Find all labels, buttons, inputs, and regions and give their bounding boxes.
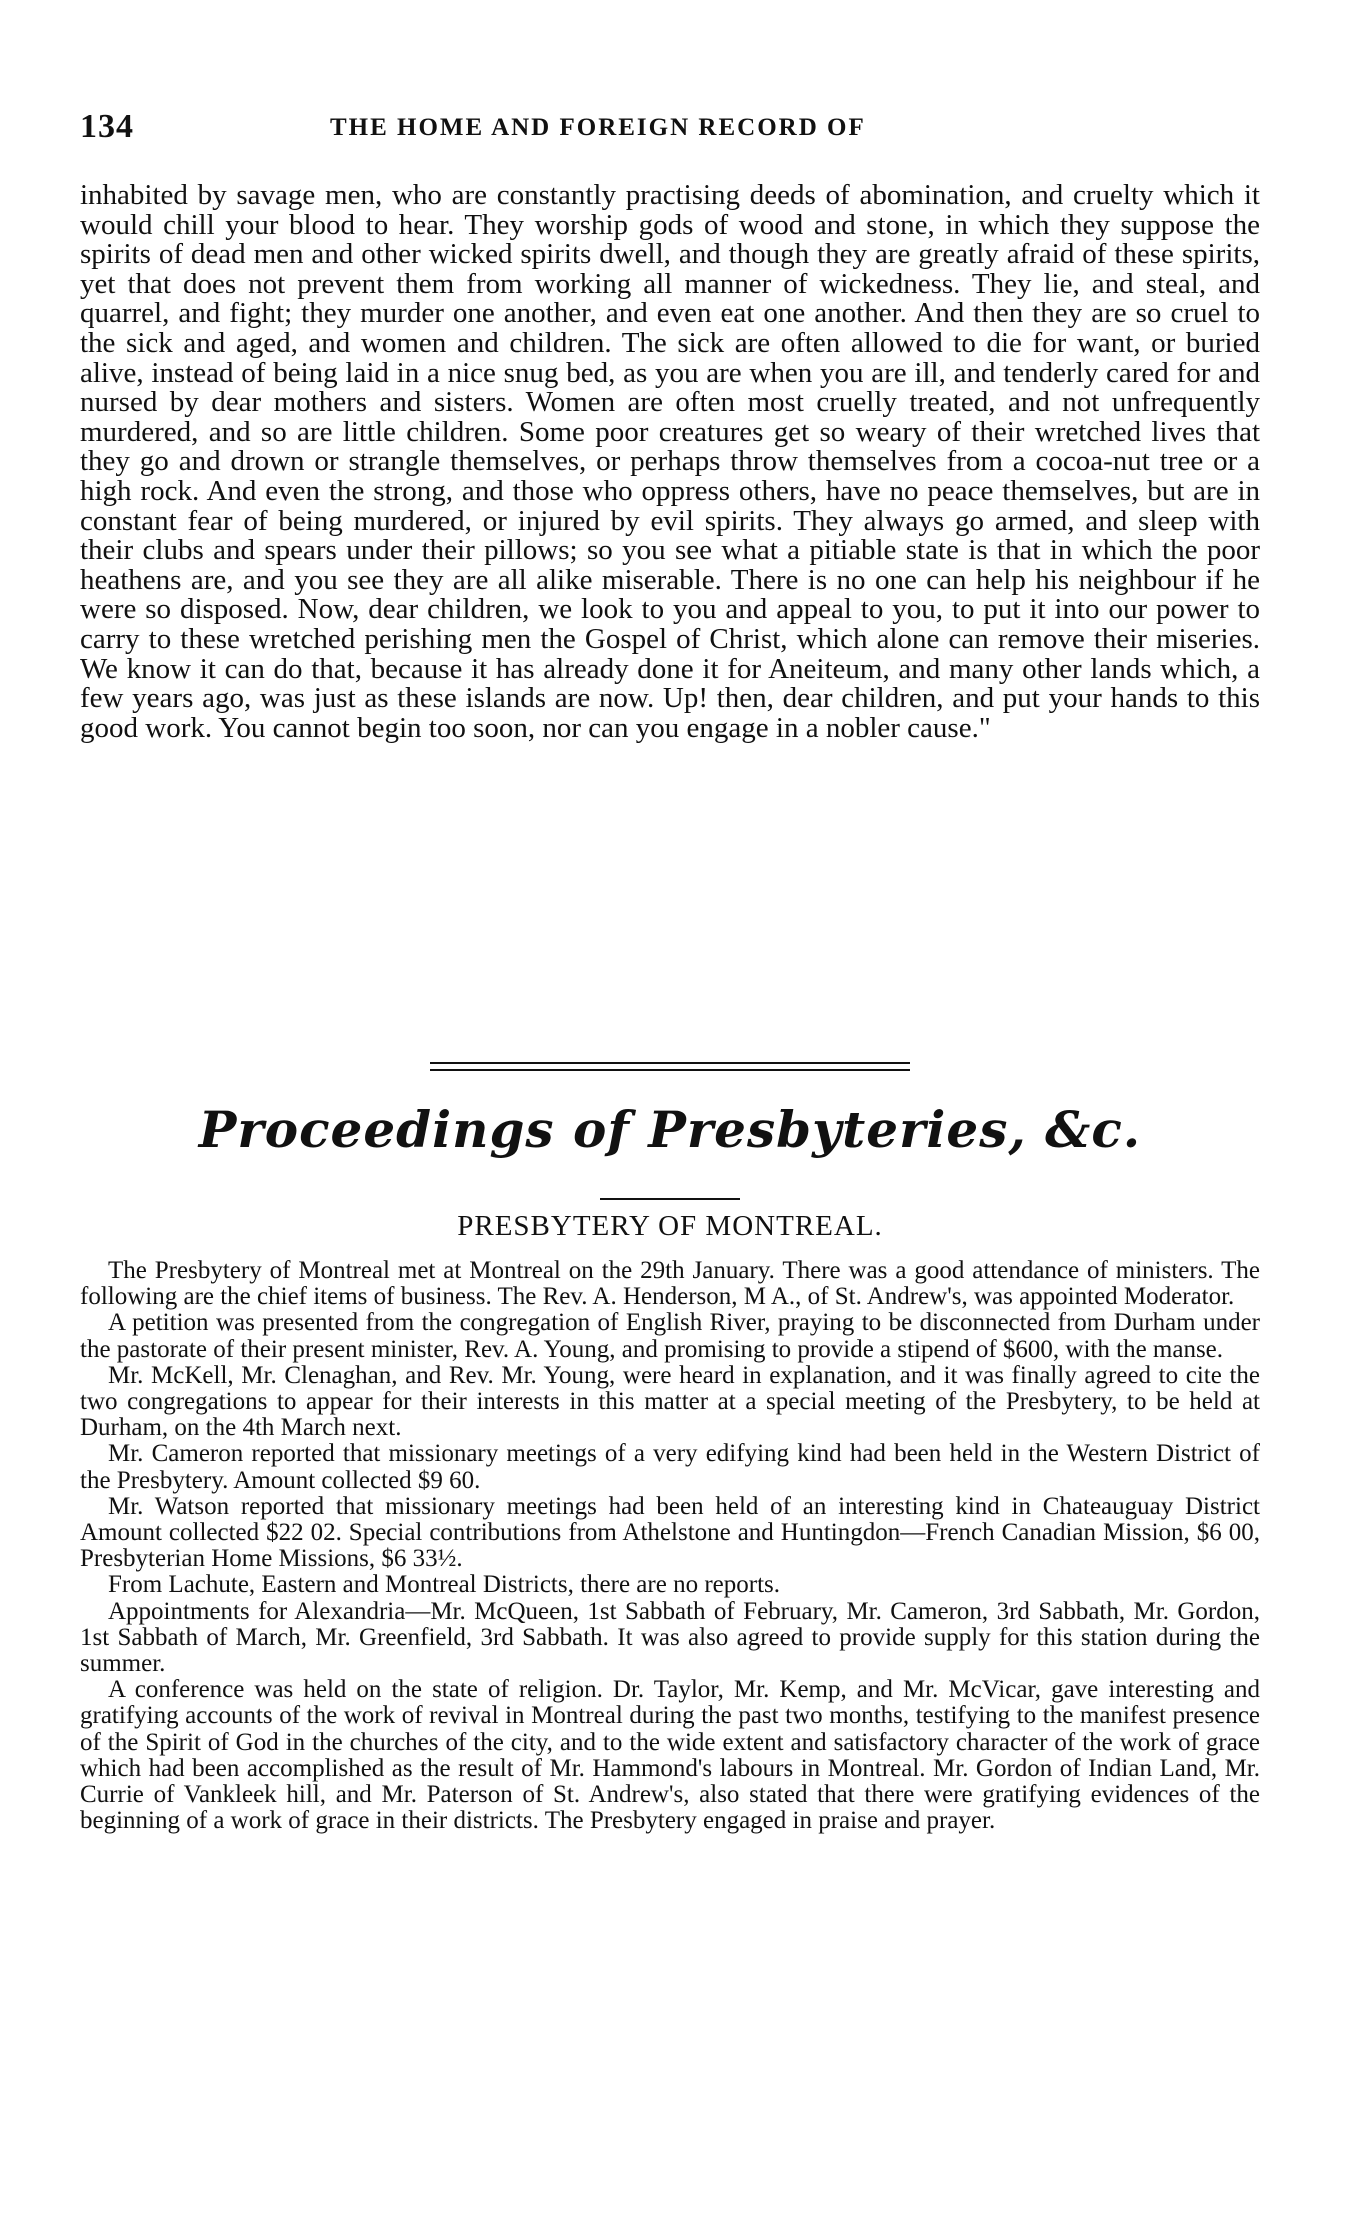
- report-paragraph: Mr. Cameron reported that missionary meetings of a very edifying kind had been held in the Western District of the Presbytery. Amount collected $9 60.: [80, 1440, 1260, 1494]
- short-rule-divider: [600, 1198, 740, 1200]
- section-title: Proceedings of Presbyteries, &c.: [198, 1100, 1142, 1159]
- report-paragraph: Appointments for Alexandria—Mr. McQueen, 1st Sabbath of February, Mr. Cameron, 3rd Sabbath, Mr. Gordon, 1st Sabbath of March, Mr. Greenfield, 3rd Sabbath. It was also agreed to provide supply for this station during the summer.: [80, 1597, 1260, 1678]
- page-number: 134: [80, 108, 134, 145]
- report-paragraph: A petition was presented from the congregation of English River, praying to be disconnected from Durham under the pastorate of their present minister, Rev. A. Young, and promising to provide a stipend of $600, with the manse.: [80, 1309, 1260, 1363]
- running-head: THE HOME AND FOREIGN RECORD OF: [330, 114, 866, 141]
- continued-paragraph: inhabited by savage men, who are constantly practising deeds of abomination, and cruelty which it would chill your blood to hear. They worship gods of wood and stone, in which they suppose the spirits of dead men and other wicked spirits dwell, and though they are greatly afraid of these spirits, yet that does not prevent them from working all manner of wickedness. They lie, and steal, and quarrel, and fight; they murder one another, and even eat one another. And then they are so cruel to the sick and aged, and women and children. The sick are often allowed to die for want, or buried alive, instead of being laid in a nice snug bed, as you are when you are ill, and tenderly cared for and nursed by dear mothers and sisters. Women are often most cruelly treated, and not unfrequently murdered, and so are little children. Some poor creatures get so weary of their wretched lives that they go and drown or strangle themselves, or perhaps throw themselves from a cocoa-nut tree or a high rock. And even the strong, and those who oppress others, have no peace themselves, but are in constant fear of being murdered, or injured by evil spirits. They always go armed, and sleep with their clubs and spears under their pillows; so you see what a pitiable state is that in which the poor heathens are, and you see they are all alike miserable. There is no one can help his neighbour if he were so disposed. Now, dear children, we look to you and appeal to you, to put it into our power to carry to these wretched perishing men the Gospel of Christ, which alone can remove their miseries. We know it can do that, because it has already done it for Aneiteum, and many other lands which, a few years ago, was just as these islands are now. Up! then, dear children, and put your hands to this good work. You cannot begin too soon, nor can you engage in a nobler cause.": [80, 179, 1260, 744]
- presbytery-report: [80, 1258, 1260, 1834]
- report-paragraph: Mr. McKell, Mr. Clenaghan, and Rev. Mr. Young, were heard in explanation, and it was finally agreed to cite the two congregations to appear for their interests in this matter at a special meeting of the Presbytery, to be held at Durham, on the 4th March next.: [80, 1361, 1260, 1442]
- section-subhead: PRESBYTERY OF MONTREAL.: [457, 1210, 883, 1242]
- report-paragraph: From Lachute, Eastern and Montreal Districts, there are no reports.: [108, 1571, 780, 1599]
- double-rule-divider: [430, 1062, 910, 1071]
- report-paragraph: A conference was held on the state of religion. Dr. Taylor, Mr. Kemp, and Mr. McVicar, gave interesting and gratifying accounts of the work of revival in Montreal during the past two months, testifying to the manifest presence of the Spirit of God in the churches of the city, and to the wide extent and satisfactory character of the work of grace which had been accomplished as the result of Mr. Hammond's labours in Montreal. Mr. Gordon of Indian Land, Mr. Currie of Vankleek hill, and Mr. Paterson of St. Andrew's, also stated that there were gratifying evidences of the beginning of a work of grace in their districts. The Presbytery engaged in praise and prayer.: [80, 1676, 1260, 1835]
- report-paragraph: The Presbytery of Montreal met at Montreal on the 29th January. There was a good attendance of ministers. The following are the chief items of business. The Rev. A. Henderson, M A., of St. Andrew's, was appointed Moderator.: [80, 1257, 1260, 1311]
- report-paragraph: Mr. Watson reported that missionary meetings had been held of an interesting kind in Chateauguay District Amount collected $22 02. Special contributions from Athelstone and Huntingdon—French Canadian Mission, $6 00, Presbyterian Home Missions, $6 33½.: [80, 1492, 1260, 1573]
- page-header: [80, 108, 1260, 148]
